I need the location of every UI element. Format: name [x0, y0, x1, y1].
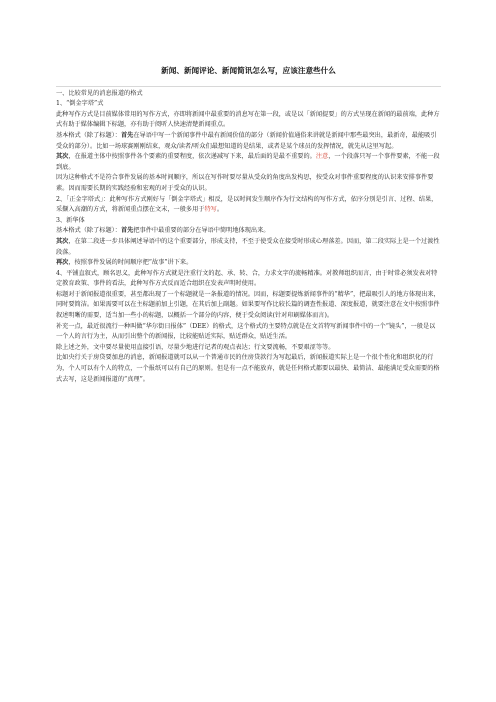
text-run: 基本格式（除了标题）：	[56, 131, 121, 139]
emphasis-text: 其次	[56, 237, 69, 245]
text-run: 2、「正金字塔式」：此种写作方式刚好与「倒金字塔式」相反，是以时间发生顺序作为行文结构的写作方式，依序分别是引言、过程、结果，采撷入高潮的方式，将新闻重点摆在文末，一般多用于	[56, 195, 438, 214]
paragraph	[56, 237, 441, 258]
title-divider	[56, 86, 441, 87]
emphasis-text: 其次	[56, 153, 69, 161]
text-run: ，按照事件发展的时间顺序把“故事”讲下来。	[68, 259, 193, 267]
text-run: 把事件中最重要的部分在导语中简明地体现出来。	[133, 227, 270, 235]
subheading: 1、“倒金字塔”式	[56, 100, 104, 108]
paragraph	[56, 195, 441, 216]
paragraph	[56, 258, 441, 269]
emphasis-text: 首先	[120, 131, 134, 139]
text-run: 基本格式（除了标题）：	[56, 227, 121, 235]
text-run: 。	[216, 206, 224, 214]
paragraph	[56, 226, 441, 237]
text-run: ，在报道主体中按照事件各个要素的重要程度，依次递减写下来，最后面的是最不重要的。	[68, 153, 316, 161]
highlight-text: 特写	[204, 206, 217, 214]
emphasis-text: 首先	[120, 227, 134, 235]
paragraph: 标题对于新闻报道很重要，甚至都出现了一个标题就是一条报道的情况。因而，标题要提炼新闻事件的“精华”，把最吸引人的地方体现出来，同时要简洁。如果需要可以在主标题前加上引题，在其后加上副题。如果要写作比较长篇的调查性报道、深度报道，就要注意在文中按照事件叙述明晰的需要，适当加一些小的标题，以概括一个部分的内容，便于受众阅读(针对印刷媒体而言)。	[56, 290, 440, 320]
paragraph	[56, 131, 441, 152]
text-run: ，一个段落只写一个事件要素，不能一段到底。	[56, 153, 440, 171]
text-run: ，在第二段进一步具体阐述导语中的这个重要部分，形成支持，不至于使受众在接受时形成心理落差。因而，第二段实际上是一个过渡性段落。	[56, 237, 440, 256]
paragraph: 因为这种格式不是符合事件发展的基本时间顺序，所以在写作时要尽量从受众的角度出发构思，按受众对事件重要程度的认识来安排事件要素。因而需要长期的实践经验和宏观的对于受众的认识。	[56, 174, 434, 192]
paragraph	[56, 152, 441, 173]
highlight-text: 注意	[315, 153, 329, 161]
paragraph: 比如央行关于房贷要加息的消息，新闻报道就可以从一个普通市民的住房贷款行为写起最后，新闻报道实际上是一个很个性化和组织化的行为，个人可以有个人的特点，一个报纸可以有自己的原则。但是有一点不能放弃，就是任何格式都要以最快、最简洁、最能满足受众需要的格式去写，这是新闻报道的“真理”。	[56, 354, 440, 383]
subheading: 3、新华体	[56, 216, 85, 224]
emphasis-text: 再次	[56, 259, 69, 267]
section-heading: 一、比较常见的消息报道的格式	[56, 89, 143, 97]
paragraph: 4、平铺直叙式，顾名思义，此种写作方式就是注重行文的起、承、转、合，力求文字的流畅精准。对教师组织而言，由于时常必须发表对特定教育政策、事件的看法，此种写作方式反而适合组织在发表声明时使用。	[56, 269, 438, 288]
text-run: 在导语中写一个新闻事件中最有新闻价值的部分（新闻价值通俗来讲就是新闻中那些最突出，最新奇，最能吸引受众的部分）。比如一场球赛刚刚结束，观众/读者/听众们最想知道的是结果，或者是某个球员的发挥情况，就先从这里写起。	[56, 131, 437, 150]
paragraph: 除上述之外，文中要尽量使用直接引语，尽量少地进行记者的观点表达；行文要流畅，不要艰涩等等。	[56, 343, 335, 351]
paragraph: 补充一点，最近很流行一种叫做“华尔街日报体”（DEE）的格式，这个格式的主要特点就是在文首特写新闻事件中的一个“镜头”，一般是以一个人的言行为主，从而引出整个的新闻报，比较能贴近实际，贴近群众，贴近生活。	[56, 322, 436, 341]
document-title: 新闻、新闻评论、新闻简讯怎么写，应该注意些什么	[161, 66, 336, 75]
paragraph: 此种写作方式是目前媒体常用的写作方式，亦即将新闻中最重要的消息写在第一段，或是以「新闻提要」的方式呈现在新闻的最前端，此种方式有助于媒体编辑下标题，亦有助于阅听人快速清楚新闻重点。	[56, 110, 440, 129]
document-page	[56, 66, 441, 385]
